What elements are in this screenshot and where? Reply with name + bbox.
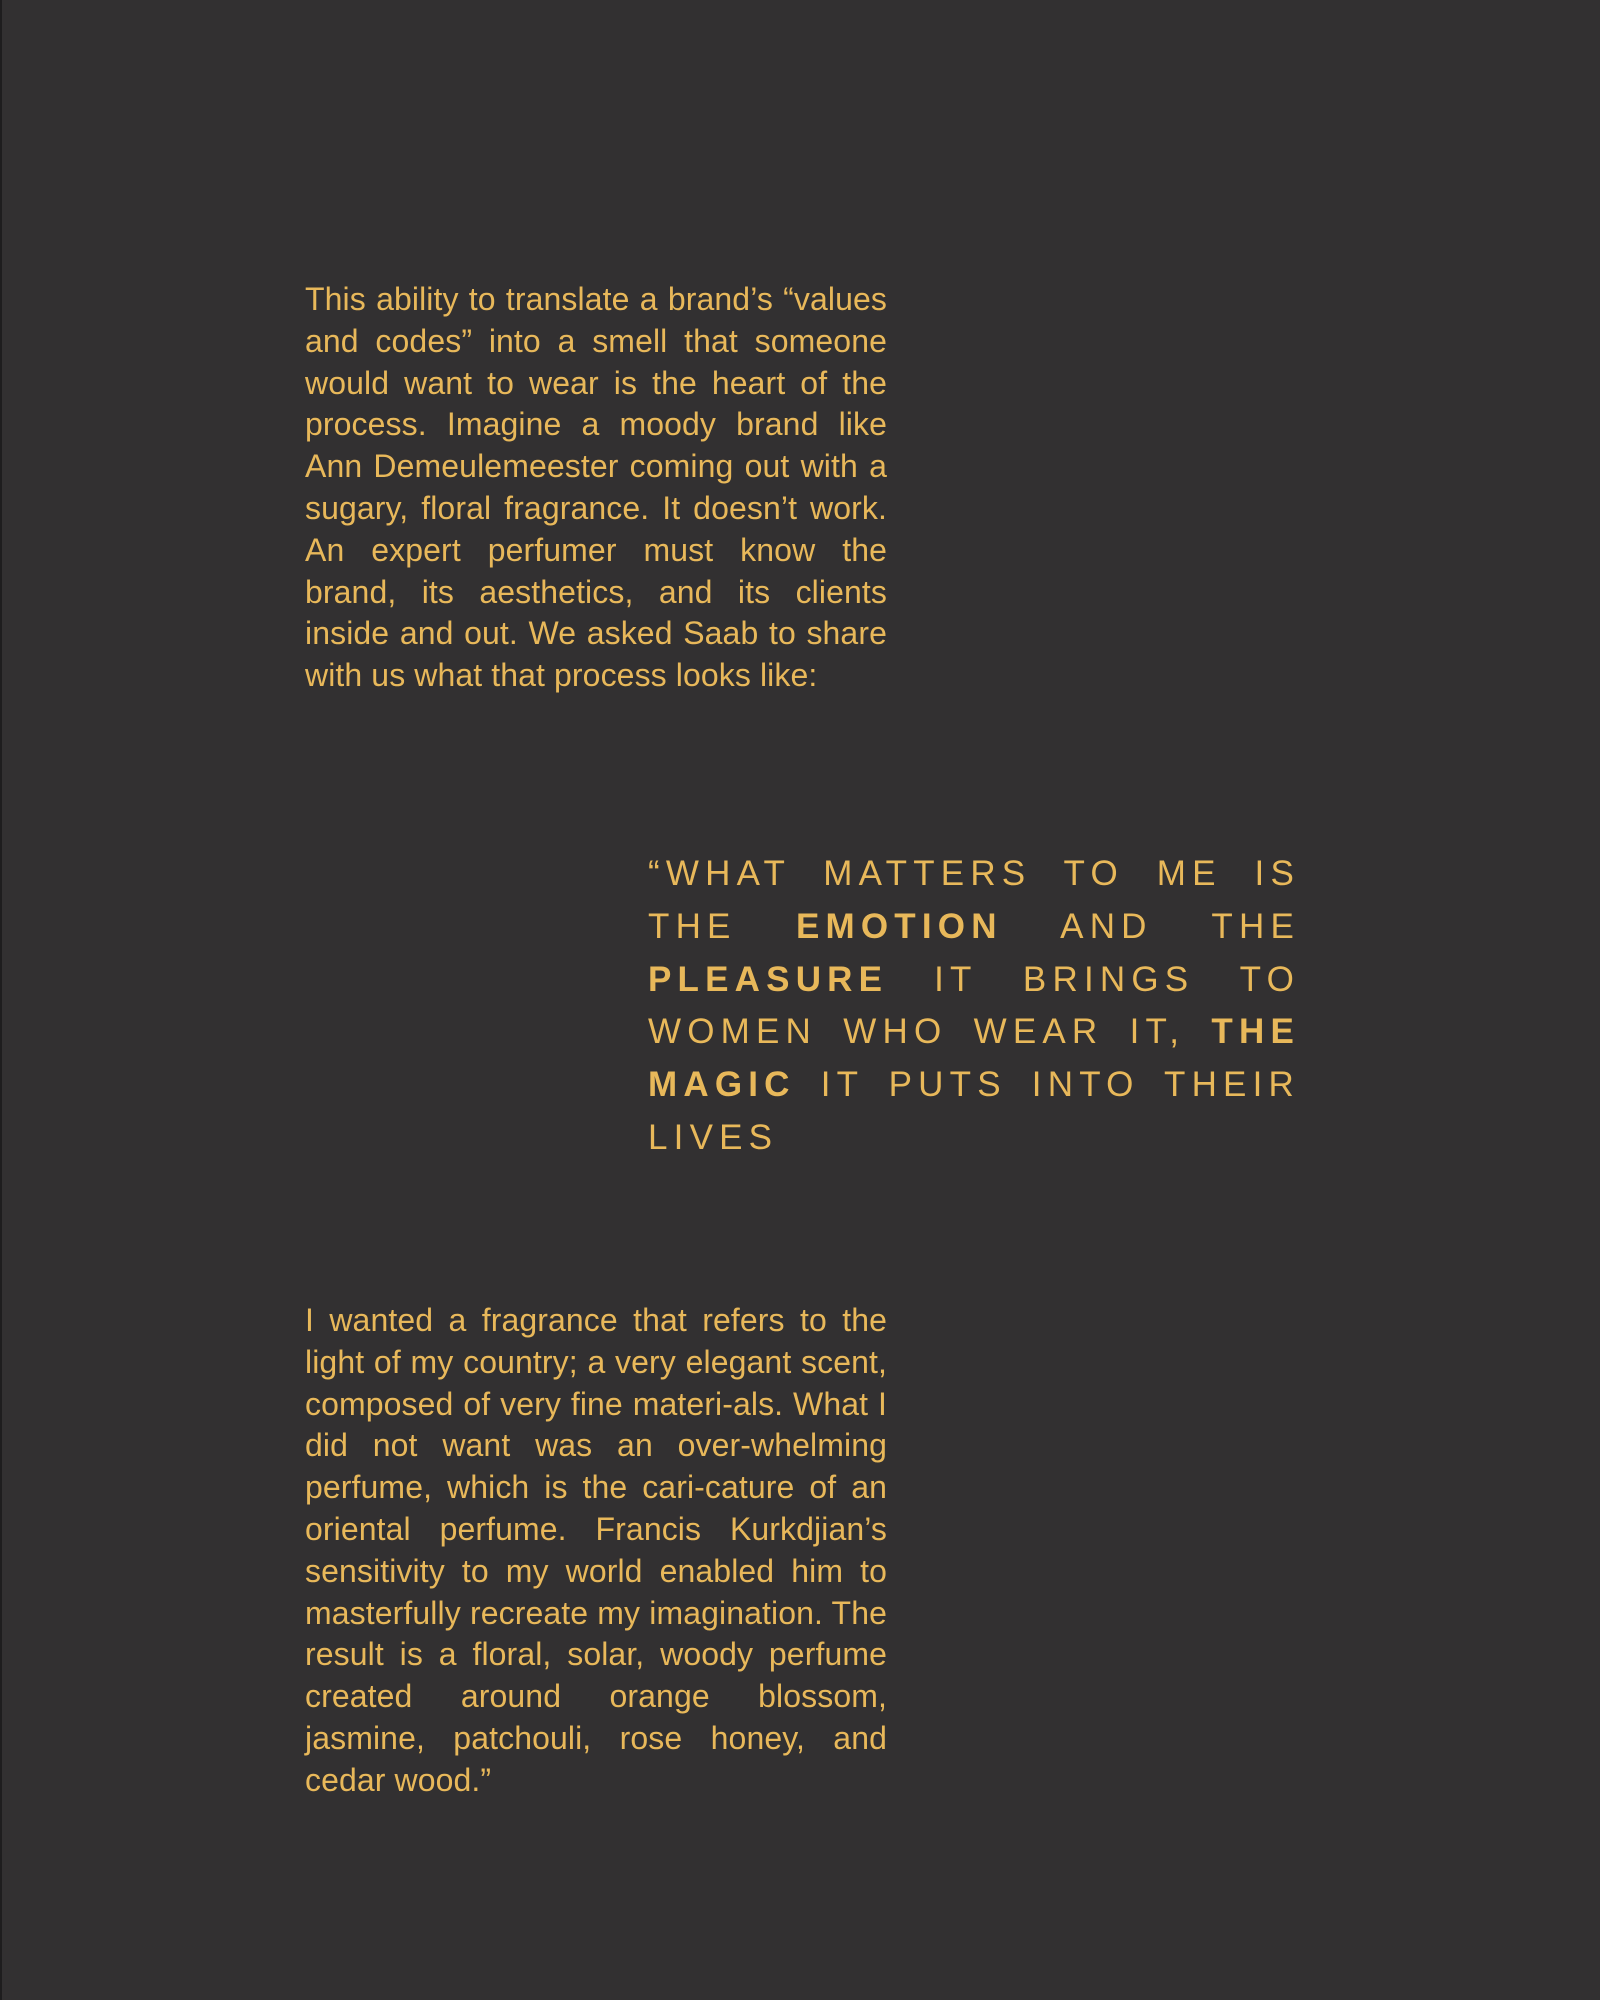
pull-quote-text-1: “WHAT MATTERS TO ME IS THE xyxy=(648,854,1300,946)
page-edge xyxy=(0,0,2,2000)
pull-quote-emphasis-magic: THE MAGIC xyxy=(648,1012,1300,1105)
pull-quote-emphasis-emotion: EMOTION xyxy=(795,906,1003,946)
pull-quote-emphasis-pleasure: PLEASURE xyxy=(648,959,889,999)
pull-quote-text-4: IT PUTS INTO THEIR LIVES xyxy=(648,1065,1300,1157)
intro-paragraph: This ability to translate a brand’s “values and codes” into a smell that someone would want to wear is the heart of the process. Imagine a moody brand like Ann Demeulemeester coming out with a sugary, floral fragrance. It doesn’t work. An expert perfumer must know the brand, its aesthetics, and its clients inside and out. We asked Saab to share with us what that process looks like: xyxy=(305,281,887,694)
pull-quote-text-2: AND THE xyxy=(1002,906,1300,946)
pull-quote-text-3: IT BRINGS TO WOMEN WHO WEAR IT, xyxy=(648,959,1300,1052)
quote-paragraph: I wanted a fragrance that refers to the light of my country; a very elegant scent, composed of very fine materi-als. What I did not want was an over-whelming perfume, which is the cari-cature of an oriental perfume. Francis Kurkdjian’s sensitivity to my world enabled him to masterfully recreate my imagination. The result is a floral, solar, woody perfume created around orange blossom, jasmine, patchouli, rose honey, and cedar wood.” xyxy=(305,1302,887,1798)
pull-quote xyxy=(648,848,1300,1165)
